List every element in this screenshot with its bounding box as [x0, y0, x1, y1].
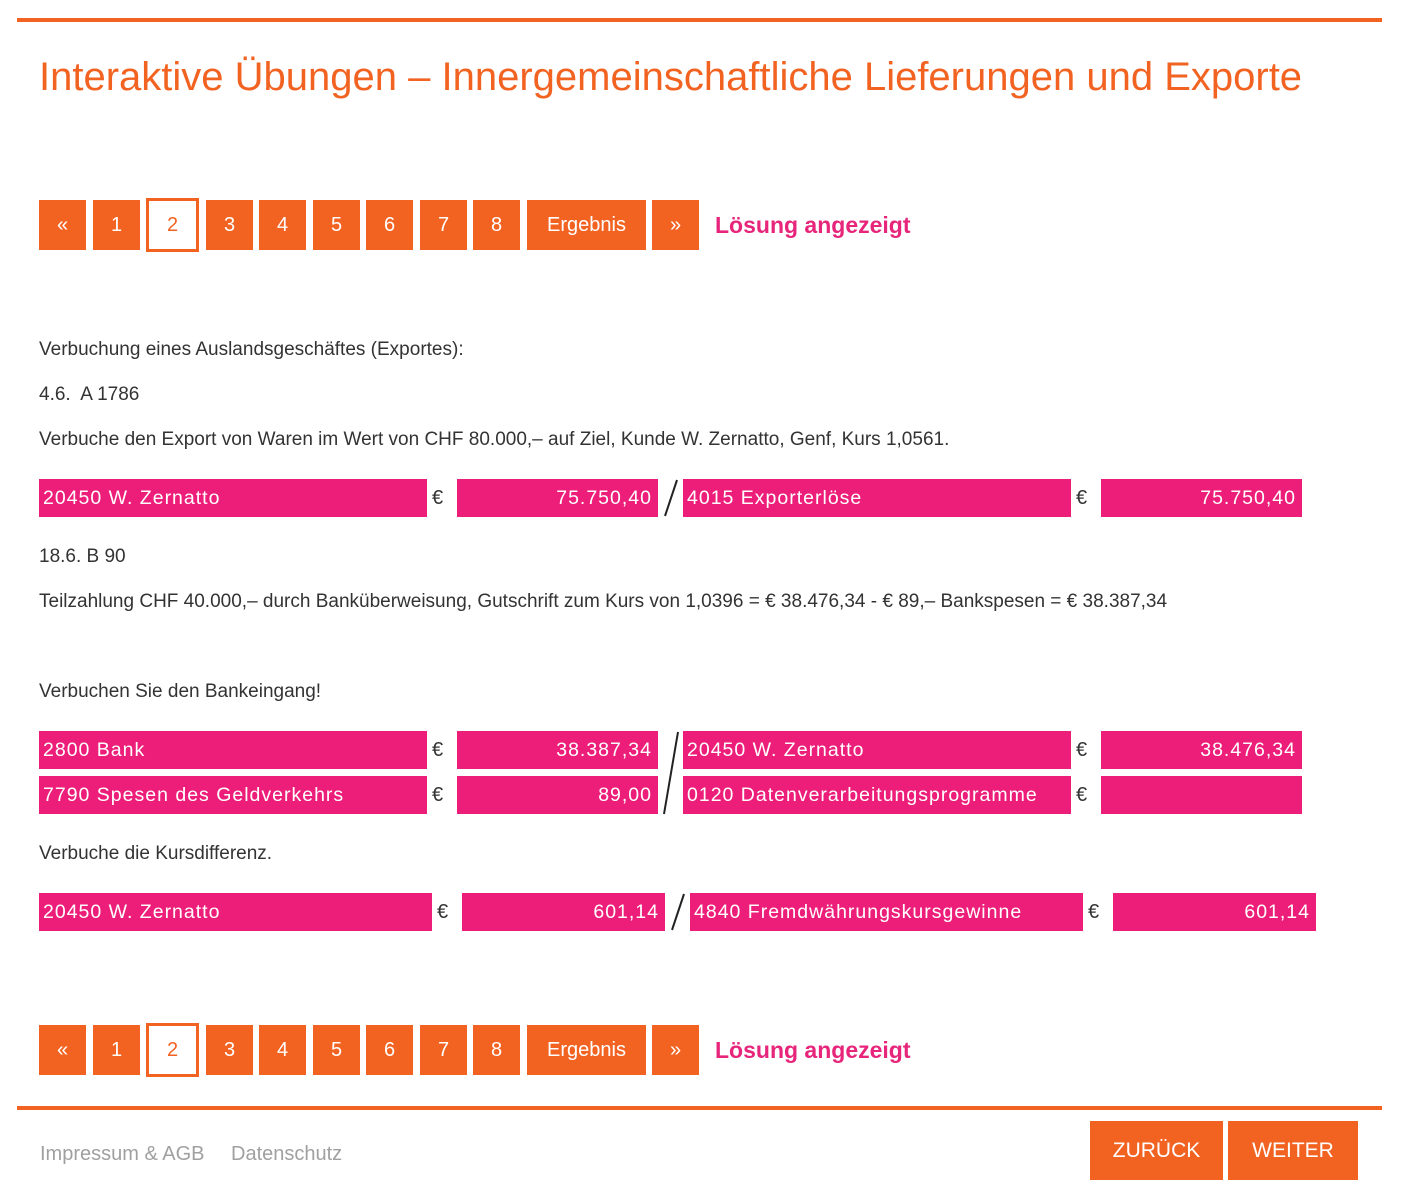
euro-symbol: €: [437, 900, 449, 923]
page-7-button[interactable]: 7: [420, 200, 467, 250]
page-3-button[interactable]: 3: [206, 200, 253, 250]
page-3-button[interactable]: 3: [206, 1025, 253, 1075]
slash-divider: [667, 892, 689, 932]
prev-page-button[interactable]: «: [39, 1025, 86, 1075]
result-button[interactable]: Ergebnis: [527, 1025, 646, 1075]
entry2-row1-debit-account-field[interactable]: 2800 Bank: [39, 731, 427, 769]
euro-symbol: €: [1076, 783, 1088, 806]
entry2-row2-credit-amount-field[interactable]: [1101, 776, 1302, 814]
entry1-date: 4.6. A 1786: [39, 384, 140, 405]
euro-symbol: €: [432, 738, 444, 761]
page-4-button[interactable]: 4: [259, 1025, 306, 1075]
entry2-prompt: Verbuchen Sie den Bankeingang!: [39, 681, 322, 702]
solution-status: Lösung angezeigt: [715, 211, 911, 238]
entry3-debit-account-field[interactable]: 20450 W. Zernatto: [39, 893, 432, 931]
prev-page-button[interactable]: «: [39, 200, 86, 250]
entry3-credit-account-field[interactable]: 4840 Fremdwährungskursgewinne: [690, 893, 1083, 931]
page-2-button[interactable]: 2: [146, 198, 199, 252]
entry1-task: Verbuche den Export von Waren im Wert von CHF 80.000,– auf Ziel, Kunde W. Zernatto, Genf, Kurs 1,0561.: [39, 429, 950, 450]
solution-status: Lösung angezeigt: [715, 1036, 911, 1063]
forward-button[interactable]: WEITER: [1228, 1121, 1358, 1180]
euro-symbol: €: [1076, 738, 1088, 761]
footer-rule: [17, 1106, 1382, 1110]
page-8-button[interactable]: 8: [473, 200, 520, 250]
page-1-button[interactable]: 1: [93, 1025, 140, 1075]
entry2-row2-credit-account-field[interactable]: 0120 Datenverarbeitungsprogramme: [683, 776, 1071, 814]
euro-symbol: €: [432, 486, 444, 509]
next-page-button[interactable]: »: [652, 1025, 699, 1075]
page-1-button[interactable]: 1: [93, 200, 140, 250]
entry2-task: Teilzahlung CHF 40.000,– durch Banküberweisung, Gutschrift zum Kurs von 1,0396 = € 38.476,34 - € 89,– Bankspesen = € 38.387,34: [39, 591, 1168, 612]
entry3-prompt: Verbuche die Kursdifferenz.: [39, 843, 273, 864]
euro-symbol: €: [1088, 900, 1100, 923]
entry1-debit-amount-field[interactable]: 75.750,40: [457, 479, 658, 517]
page-7-button[interactable]: 7: [420, 1025, 467, 1075]
entry1-debit-account-field[interactable]: 20450 W. Zernatto: [39, 479, 427, 517]
entry2-row1-credit-account-field[interactable]: 20450 W. Zernatto: [683, 731, 1071, 769]
exercise-intro: Verbuchung eines Auslandsgeschäftes (Exportes):: [39, 339, 464, 360]
page-8-button[interactable]: 8: [473, 1025, 520, 1075]
entry3-debit-amount-field[interactable]: 601,14: [462, 893, 665, 931]
page-6-button[interactable]: 6: [366, 1025, 413, 1075]
result-button[interactable]: Ergebnis: [527, 200, 646, 250]
entry2-row2-debit-account-field[interactable]: 7790 Spesen des Geldverkehrs: [39, 776, 427, 814]
entry2-row1-credit-amount-field[interactable]: 38.476,34: [1101, 731, 1302, 769]
entry1-credit-amount-field[interactable]: 75.750,40: [1101, 479, 1302, 517]
page-5-button[interactable]: 5: [313, 200, 360, 250]
top-rule: [17, 18, 1382, 22]
entry2-row1-debit-amount-field[interactable]: 38.387,34: [457, 731, 658, 769]
page-title: Interaktive Übungen – Innergemeinschaftliche Lieferungen und Exporte: [39, 55, 1303, 99]
imprint-link[interactable]: Impressum & AGB: [40, 1143, 205, 1165]
next-page-button[interactable]: »: [652, 200, 699, 250]
privacy-link[interactable]: Datenschutz: [231, 1143, 343, 1165]
entry1-credit-account-field[interactable]: 4015 Exporterlöse: [683, 479, 1071, 517]
entry2-date: 18.6. B 90: [39, 546, 126, 567]
slash-divider: [660, 730, 682, 816]
euro-symbol: €: [432, 783, 444, 806]
back-button[interactable]: ZURÜCK: [1090, 1121, 1223, 1180]
euro-symbol: €: [1076, 486, 1088, 509]
entry2-row2-debit-amount-field[interactable]: 89,00: [457, 776, 658, 814]
page-2-button[interactable]: 2: [146, 1023, 199, 1077]
slash-divider: [660, 478, 682, 518]
page-5-button[interactable]: 5: [313, 1025, 360, 1075]
entry3-credit-amount-field[interactable]: 601,14: [1113, 893, 1316, 931]
page-4-button[interactable]: 4: [259, 200, 306, 250]
page-6-button[interactable]: 6: [366, 200, 413, 250]
